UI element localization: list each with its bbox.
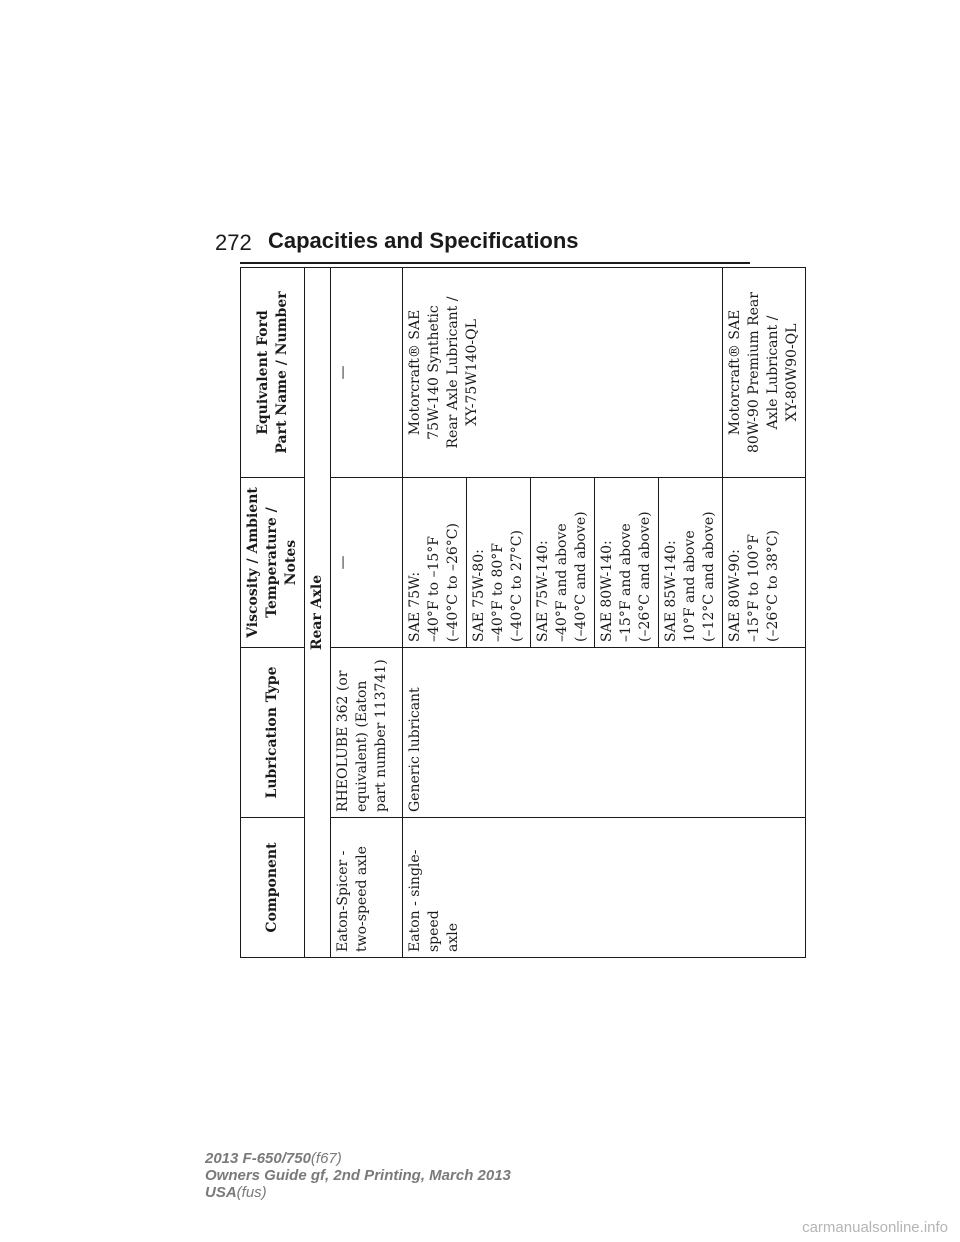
footer-model: 2013 F-650/750 [205,1150,311,1167]
table-row [331,268,403,958]
viscosity-cell: SAE 75W: –40°F to –15°F (–40°C to –26°C) [403,478,467,648]
header-ford-part: Equivalent Ford Part Name / Number [241,268,305,478]
ford-part-cell: Motorcraft® SAE 80W-90 Premium Rear Axle Lubricant / XY-80W90-QL [723,268,806,478]
header-component: Component [241,818,305,958]
page-footer [205,1150,511,1201]
viscosity-cell: SAE 85W-140: 10°F and above (–12°C and above) [659,478,723,648]
footer-region-code: (fus) [236,1184,267,1201]
footer-model-code: (f67) [310,1150,342,1167]
lubrication-cell: RHEOLUBE 362 (or equivalent) (Eaton part number 113741) [331,648,403,818]
viscosity-cell: SAE 75W-80: –40°F to 80°F (–40°C to 27°C) [467,478,531,648]
specifications-table [240,267,806,958]
section-rear-axle: Rear Axle [305,268,331,958]
watermark: carmanualsonline.info [802,1219,948,1236]
section-title: Capacities and Specifications [268,228,579,253]
header-rule [240,262,750,264]
component-cell: Eaton-Spicer - two-speed axle [331,818,403,958]
header-lubrication-type: Lubrication Type [241,648,305,818]
table-row [403,268,467,958]
section-row [305,268,331,958]
viscosity-cell: SAE 80W-140: –15°F and above (–26°C and above) [595,478,659,648]
viscosity-cell: — [331,478,403,648]
lubrication-cell: Generic lubricant [403,648,806,818]
ford-part-cell: — [331,268,403,478]
rotated-table-wrapper [240,268,800,958]
header-viscosity: Viscosity / Ambient Temperature / Notes [241,478,305,648]
page-number: 272 [215,230,252,255]
table-header-row [241,268,305,958]
ford-part-cell: Motorcraft® SAE 75W-140 Synthetic Rear Axle Lubricant / XY-75W140-QL [403,268,723,478]
viscosity-cell: SAE 75W-140: –40°F and above (–40°C and above) [531,478,595,648]
viscosity-cell: SAE 80W-90: –15°F to 100°F (–26°C to 38°C) [723,478,806,648]
component-cell: Eaton - single-speed axle [403,818,806,958]
footer-guide-info: Owners Guide gf, 2nd Printing, March 2013 [205,1167,511,1184]
footer-region: USA [205,1184,237,1201]
